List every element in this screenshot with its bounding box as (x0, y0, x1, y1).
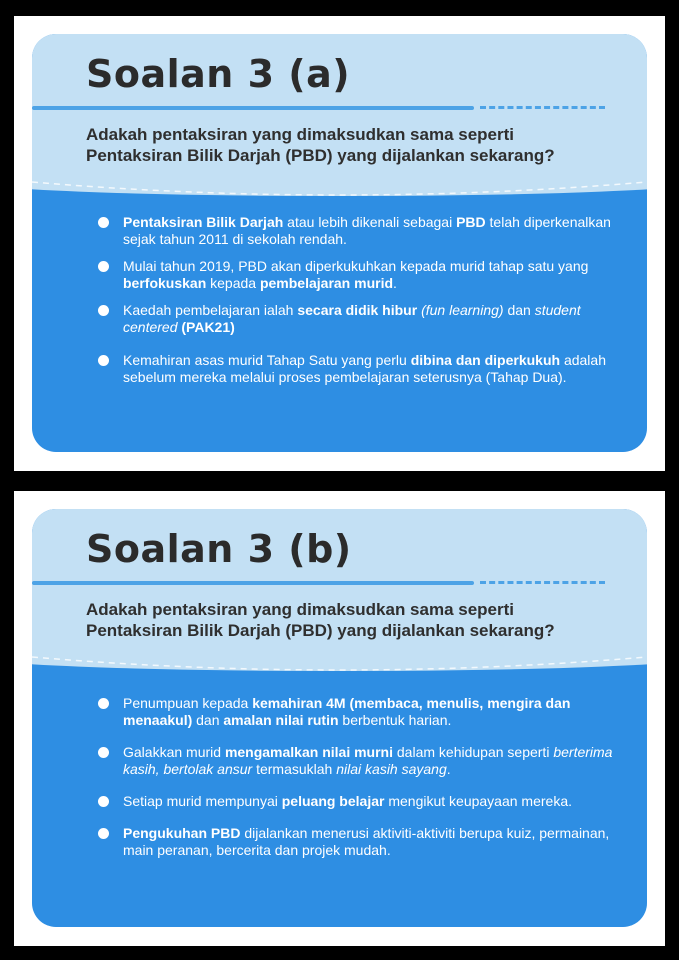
list-item (98, 825, 618, 859)
body-text: Mulai tahun 2019, PBD akan diperkukuhkan kepada murid tahap satu yang (123, 258, 589, 274)
bullet-icon (98, 355, 109, 366)
slide-soalan-3a (14, 16, 665, 471)
list-item (98, 744, 618, 778)
answer-list (98, 695, 618, 874)
body-text: Galakkan murid (123, 744, 225, 760)
bold-text: berfokuskan (123, 275, 207, 291)
body-text: dan (192, 712, 224, 728)
bold-text: pembelajaran murid (259, 275, 394, 291)
bold-text: Pengukuhan PBD (123, 825, 241, 841)
bullet-icon (98, 305, 109, 316)
question-text (86, 124, 626, 166)
list-item (98, 352, 618, 386)
body-text: Kemahiran asas murid Tahap Satu yang perlu (123, 352, 411, 368)
question-text (86, 599, 626, 641)
body-text: mengikut keupayaan mereka. (384, 793, 573, 809)
body-text: dijalankan menerusi aktiviti-aktiviti berupa kuiz, permainan, main peranan, bercerita dan projek mudah. (123, 825, 610, 858)
bullet-icon (98, 747, 109, 758)
question-line: Adakah pentaksiran yang dimaksudkan sama seperti (86, 600, 515, 619)
answer-list (98, 214, 618, 396)
body-text: adalah sebelum mereka melalui proses pembelajaran seterusnya (Tahap Dua). (123, 352, 606, 385)
list-item (98, 793, 618, 810)
list-item (98, 302, 618, 336)
bold-text: dibina dan diperkukuh (410, 352, 561, 368)
bold-text: mengamalkan nilai murni (224, 744, 393, 760)
list-item-text (123, 825, 609, 858)
list-item-text (123, 258, 588, 291)
bold-text: PBD (456, 214, 486, 230)
title-underline (32, 106, 474, 110)
bold-text: (PAK21) (181, 319, 235, 335)
italic-text: berterima kasih, bertolak ansur (123, 744, 613, 777)
list-item-text (123, 352, 606, 385)
title-dashed-line (480, 106, 605, 109)
list-item-text (123, 214, 611, 247)
body-text: Kaedah pembelajaran ialah (123, 302, 298, 318)
list-item-text (123, 793, 572, 809)
question-line: Adakah pentaksiran yang dimaksudkan sama seperti (86, 125, 515, 144)
bold-text: secara didik hibur (297, 302, 418, 318)
list-item (98, 258, 618, 292)
title-underline (32, 581, 474, 585)
bullet-icon (98, 698, 109, 709)
list-item (98, 695, 618, 729)
bold-text: amalan nilai rutin (223, 712, 339, 728)
bullet-icon (98, 261, 109, 272)
bold-text: kemahiran 4M (membaca, menulis, mengira dan menaakul) (123, 695, 571, 728)
question-line: Pentaksiran Bilik Darjah (PBD) yang dijalankan sekarang? (86, 146, 555, 165)
body-text: dan (503, 302, 535, 318)
question-line: Pentaksiran Bilik Darjah (PBD) yang dijalankan sekarang? (86, 621, 555, 640)
list-item-text (123, 302, 581, 335)
body-text: Setiap murid mempunyai (123, 793, 282, 809)
body-text: termasuklah (252, 761, 337, 777)
bold-text: Pentaksiran Bilik Darjah (123, 214, 284, 230)
body-text: telah diperkenalkan sejak tahun 2011 di sekolah rendah. (123, 214, 611, 247)
body-text: Penumpuan kepada (123, 695, 253, 711)
italic-text: nilai kasih sayang (336, 761, 447, 777)
slide-title: Soalan 3 (a) (86, 52, 351, 96)
question-card (32, 34, 647, 452)
list-item-text (123, 744, 612, 777)
bullet-icon (98, 217, 109, 228)
body-text: . (446, 761, 451, 777)
body-text: . (393, 275, 397, 291)
bullet-icon (98, 828, 109, 839)
body-text: berbentuk harian. (338, 712, 452, 728)
bullet-icon (98, 796, 109, 807)
slide-soalan-3b (14, 491, 665, 946)
bold-text: peluang belajar (281, 793, 385, 809)
italic-text: student centered (123, 302, 581, 335)
title-dashed-line (480, 581, 605, 584)
slide-title: Soalan 3 (b) (86, 527, 352, 571)
question-card (32, 509, 647, 927)
list-item (98, 214, 618, 248)
list-item-text (123, 695, 570, 728)
body-text: dalam kehidupan seperti (393, 744, 554, 760)
body-text: atau lebih dikenali sebagai (283, 214, 457, 230)
italic-text: (fun learning) (421, 302, 504, 318)
body-text: kepada (206, 275, 260, 291)
